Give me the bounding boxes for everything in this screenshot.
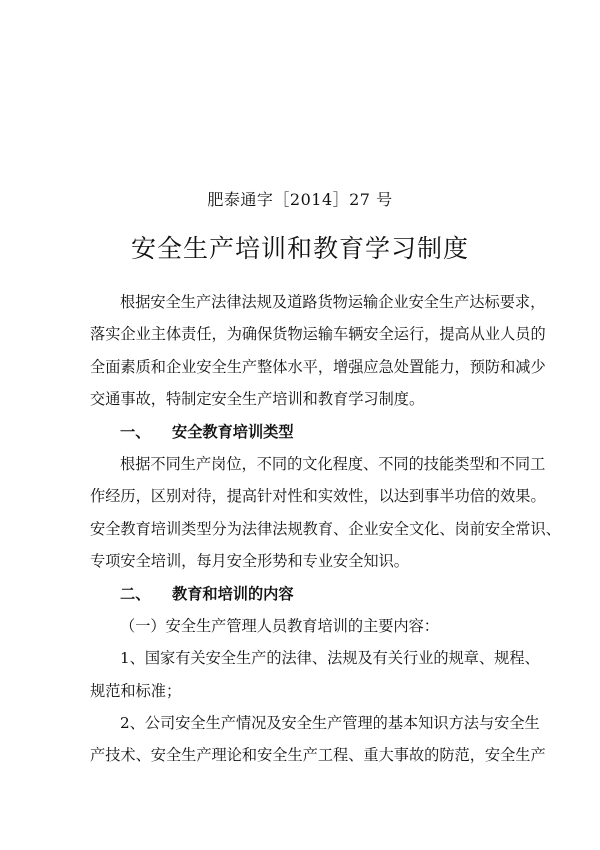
paragraph-line: 全面素质和企业安全生产整体水平，增强应急处置能力，预防和减少 [90, 357, 546, 376]
paragraph-line: 交通事故，特制定安全生产培训和教育学习制度。 [90, 390, 425, 409]
document-body [90, 286, 561, 772]
paragraph-line: 产技术、安全生产理论和安全生产工程、重大事故的防范，安全生产 [90, 746, 546, 765]
paragraph-line: 专项安全培训，每月安全形势和专业安全知识。 [90, 552, 409, 571]
paragraph-line: 根据不同生产岗位，不同的文化程度、不同的技能类型和不同工 [120, 454, 546, 473]
section-number: 二、 [120, 584, 151, 603]
paragraph-line: 根据安全生产法律法规及道路货物运输企业安全生产达标要求， [120, 293, 546, 311]
section-number: 一、 [120, 422, 151, 441]
document-title: 安全生产培训和教育学习制度 [130, 234, 469, 263]
paragraph-line: 规范和标准； [90, 681, 182, 700]
section-title: 安全教育培训类型 [172, 422, 294, 441]
paragraph-line: 2、公司安全生产情况及安全生产管理的基本知识方法与安全生 [120, 714, 540, 733]
paragraph-line: 安全教育培训类型分为法律法规教育、企业安全文化、岗前安全常识、 [90, 519, 561, 538]
section-title: 教育和培训的内容 [172, 584, 294, 603]
section-heading-1 [90, 416, 520, 448]
paragraph-line: 作经历，区别对待，提高针对性和实效性，以达到事半功倍的效果。 [90, 487, 546, 506]
paragraph-line: （一）安全生产管理人员教育培训的主要内容： [120, 616, 439, 635]
paragraph-line: 落实企业主体责任，为确保货物运输车辆安全运行，提高从业人员的 [90, 325, 546, 344]
paragraph-line: 1、国家有关安全生产的法律、法规及有关行业的规章、规程、 [120, 649, 540, 668]
document-number: 肥泰通字［2014］27 号 [207, 190, 393, 209]
section-heading-2 [90, 578, 520, 610]
